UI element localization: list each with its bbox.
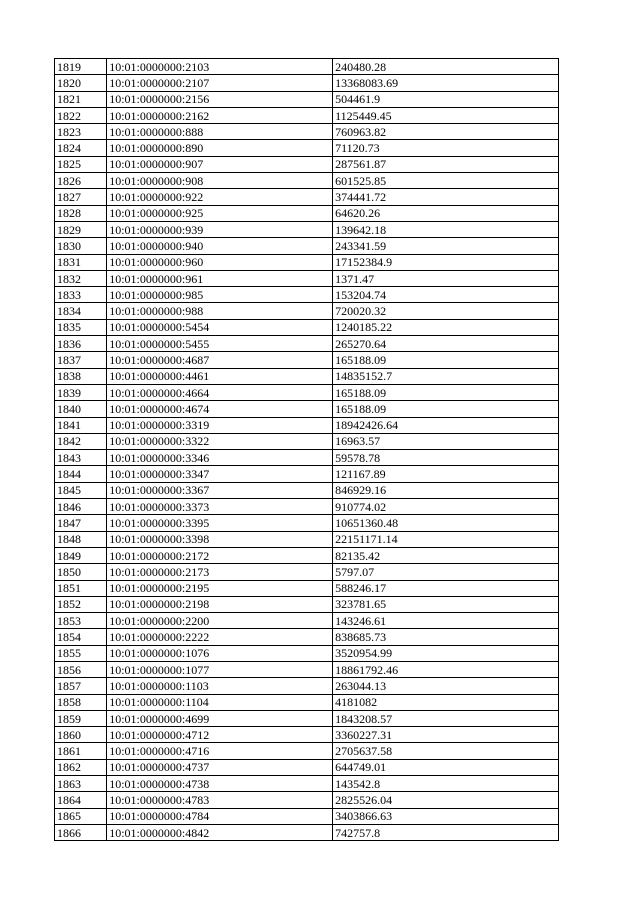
- row-number-cell: 1853: [55, 613, 107, 629]
- table-row: [55, 776, 559, 792]
- value-cell: 22151171.14: [333, 531, 559, 547]
- row-number-cell: 1843: [55, 450, 107, 466]
- row-number-cell: 1855: [55, 645, 107, 661]
- cadastral-number-cell: 10:01:0000000:4674: [107, 401, 333, 417]
- table-row: [55, 91, 559, 107]
- value-cell: 165188.09: [333, 352, 559, 368]
- row-number-cell: 1863: [55, 776, 107, 792]
- cadastral-number-cell: 10:01:0000000:940: [107, 238, 333, 254]
- cadastral-number-cell: 10:01:0000000:4784: [107, 808, 333, 824]
- value-cell: 265270.64: [333, 336, 559, 352]
- value-cell: 71120.73: [333, 140, 559, 156]
- value-cell: 374441.72: [333, 189, 559, 205]
- value-cell: 588246.17: [333, 580, 559, 596]
- cadastral-number-cell: 10:01:0000000:2107: [107, 75, 333, 91]
- table-row: [55, 221, 559, 237]
- cadastral-number-cell: 10:01:0000000:3322: [107, 433, 333, 449]
- row-number-cell: 1858: [55, 694, 107, 710]
- table-row: [55, 808, 559, 824]
- value-cell: 760963.82: [333, 124, 559, 140]
- value-cell: 3403866.63: [333, 808, 559, 824]
- cadastral-number-cell: 10:01:0000000:1076: [107, 645, 333, 661]
- cadastral-number-cell: 10:01:0000000:3347: [107, 466, 333, 482]
- cadastral-number-cell: 10:01:0000000:4842: [107, 824, 333, 840]
- value-cell: 165188.09: [333, 401, 559, 417]
- cadastral-number-cell: 10:01:0000000:4716: [107, 743, 333, 759]
- table-row: [55, 743, 559, 759]
- value-cell: 838685.73: [333, 629, 559, 645]
- row-number-cell: 1834: [55, 303, 107, 319]
- cadastral-number-cell: 10:01:0000000:3395: [107, 515, 333, 531]
- value-cell: 1843208.57: [333, 710, 559, 726]
- value-cell: 601525.85: [333, 173, 559, 189]
- table-row: [55, 270, 559, 286]
- table-row: [55, 352, 559, 368]
- value-cell: 240480.28: [333, 59, 559, 75]
- cadastral-number-cell: 10:01:0000000:2172: [107, 547, 333, 563]
- table-row: [55, 531, 559, 547]
- row-number-cell: 1848: [55, 531, 107, 547]
- cadastral-number-cell: 10:01:0000000:988: [107, 303, 333, 319]
- table-row: [55, 515, 559, 531]
- value-cell: 720020.32: [333, 303, 559, 319]
- table-row: [55, 368, 559, 384]
- table-row: [55, 107, 559, 123]
- value-cell: 82135.42: [333, 547, 559, 563]
- table-row: [55, 466, 559, 482]
- cadastral-number-cell: 10:01:0000000:908: [107, 173, 333, 189]
- table-row: [55, 613, 559, 629]
- cadastral-number-cell: 10:01:0000000:2173: [107, 564, 333, 580]
- cadastral-number-cell: 10:01:0000000:2195: [107, 580, 333, 596]
- value-cell: 3360227.31: [333, 727, 559, 743]
- cadastral-number-cell: 10:01:0000000:2200: [107, 613, 333, 629]
- row-number-cell: 1823: [55, 124, 107, 140]
- value-cell: 644749.01: [333, 759, 559, 775]
- cadastral-number-cell: 10:01:0000000:888: [107, 124, 333, 140]
- cadastral-number-cell: 10:01:0000000:2222: [107, 629, 333, 645]
- value-cell: 263044.13: [333, 678, 559, 694]
- table-row: [55, 450, 559, 466]
- row-number-cell: 1840: [55, 401, 107, 417]
- row-number-cell: 1820: [55, 75, 107, 91]
- cadastral-number-cell: 10:01:0000000:3373: [107, 499, 333, 515]
- row-number-cell: 1861: [55, 743, 107, 759]
- cadastral-number-cell: 10:01:0000000:961: [107, 270, 333, 286]
- value-cell: 143542.8: [333, 776, 559, 792]
- table-row: [55, 75, 559, 91]
- row-number-cell: 1859: [55, 710, 107, 726]
- table-row: [55, 319, 559, 335]
- row-number-cell: 1844: [55, 466, 107, 482]
- cadastral-number-cell: 10:01:0000000:5455: [107, 336, 333, 352]
- table-row: [55, 238, 559, 254]
- cadastral-number-cell: 10:01:0000000:2198: [107, 596, 333, 612]
- cadastral-number-cell: 10:01:0000000:4461: [107, 368, 333, 384]
- table-row: [55, 140, 559, 156]
- row-number-cell: 1838: [55, 368, 107, 384]
- row-number-cell: 1846: [55, 499, 107, 515]
- row-number-cell: 1831: [55, 254, 107, 270]
- row-number-cell: 1825: [55, 156, 107, 172]
- row-number-cell: 1865: [55, 808, 107, 824]
- table-row: [55, 303, 559, 319]
- value-cell: 1240185.22: [333, 319, 559, 335]
- cadastral-number-cell: 10:01:0000000:3398: [107, 531, 333, 547]
- cadastral-number-cell: 10:01:0000000:1077: [107, 661, 333, 677]
- value-cell: 13368083.69: [333, 75, 559, 91]
- value-cell: 139642.18: [333, 221, 559, 237]
- table-row: [55, 499, 559, 515]
- row-number-cell: 1851: [55, 580, 107, 596]
- cadastral-number-cell: 10:01:0000000:907: [107, 156, 333, 172]
- table-row: [55, 336, 559, 352]
- row-number-cell: 1864: [55, 792, 107, 808]
- row-number-cell: 1852: [55, 596, 107, 612]
- row-number-cell: 1824: [55, 140, 107, 156]
- row-number-cell: 1854: [55, 629, 107, 645]
- value-cell: 18942426.64: [333, 417, 559, 433]
- value-cell: 2705637.58: [333, 743, 559, 759]
- table-row: [55, 173, 559, 189]
- cadastral-number-cell: 10:01:0000000:3319: [107, 417, 333, 433]
- row-number-cell: 1856: [55, 661, 107, 677]
- row-number-cell: 1849: [55, 547, 107, 563]
- table-row: [55, 661, 559, 677]
- cadastral-number-cell: 10:01:0000000:4737: [107, 759, 333, 775]
- row-number-cell: 1866: [55, 824, 107, 840]
- row-number-cell: 1833: [55, 287, 107, 303]
- row-number-cell: 1837: [55, 352, 107, 368]
- value-cell: 846929.16: [333, 482, 559, 498]
- row-number-cell: 1839: [55, 384, 107, 400]
- cadastral-number-cell: 10:01:0000000:2103: [107, 59, 333, 75]
- value-cell: 143246.61: [333, 613, 559, 629]
- row-number-cell: 1827: [55, 189, 107, 205]
- cadastral-number-cell: 10:01:0000000:4783: [107, 792, 333, 808]
- cadastral-number-cell: 10:01:0000000:4738: [107, 776, 333, 792]
- table-row: [55, 629, 559, 645]
- table-row: [55, 482, 559, 498]
- table-row: [55, 124, 559, 140]
- cadastral-number-cell: 10:01:0000000:2156: [107, 91, 333, 107]
- table-row: [55, 792, 559, 808]
- table-row: [55, 254, 559, 270]
- value-cell: 742757.8: [333, 824, 559, 840]
- row-number-cell: 1832: [55, 270, 107, 286]
- cadastral-number-cell: 10:01:0000000:4712: [107, 727, 333, 743]
- table-row: [55, 710, 559, 726]
- cadastral-number-cell: 10:01:0000000:939: [107, 221, 333, 237]
- table-row: [55, 580, 559, 596]
- row-number-cell: 1850: [55, 564, 107, 580]
- value-cell: 121167.89: [333, 466, 559, 482]
- value-cell: 18861792.46: [333, 661, 559, 677]
- row-number-cell: 1857: [55, 678, 107, 694]
- table-row: [55, 759, 559, 775]
- cadastral-number-cell: 10:01:0000000:1104: [107, 694, 333, 710]
- value-cell: 243341.59: [333, 238, 559, 254]
- value-cell: 165188.09: [333, 384, 559, 400]
- row-number-cell: 1860: [55, 727, 107, 743]
- table-row: [55, 433, 559, 449]
- value-cell: 910774.02: [333, 499, 559, 515]
- value-cell: 14835152.7: [333, 368, 559, 384]
- value-cell: 4181082: [333, 694, 559, 710]
- cadastral-number-cell: 10:01:0000000:925: [107, 205, 333, 221]
- row-number-cell: 1822: [55, 107, 107, 123]
- table-row: [55, 156, 559, 172]
- row-number-cell: 1842: [55, 433, 107, 449]
- table-row: [55, 694, 559, 710]
- value-cell: 16963.57: [333, 433, 559, 449]
- value-cell: 323781.65: [333, 596, 559, 612]
- table-row: [55, 401, 559, 417]
- table-row: [55, 384, 559, 400]
- table-row: [55, 727, 559, 743]
- value-cell: 5797.07: [333, 564, 559, 580]
- value-cell: 153204.74: [333, 287, 559, 303]
- row-number-cell: 1862: [55, 759, 107, 775]
- table-row: [55, 547, 559, 563]
- row-number-cell: 1821: [55, 91, 107, 107]
- data-table: [54, 58, 559, 841]
- value-cell: 2825526.04: [333, 792, 559, 808]
- table-row: [55, 596, 559, 612]
- row-number-cell: 1826: [55, 173, 107, 189]
- row-number-cell: 1829: [55, 221, 107, 237]
- cadastral-number-cell: 10:01:0000000:3367: [107, 482, 333, 498]
- cadastral-number-cell: 10:01:0000000:922: [107, 189, 333, 205]
- table-row: [55, 824, 559, 840]
- value-cell: 287561.87: [333, 156, 559, 172]
- row-number-cell: 1830: [55, 238, 107, 254]
- cadastral-number-cell: 10:01:0000000:3346: [107, 450, 333, 466]
- cadastral-number-cell: 10:01:0000000:4699: [107, 710, 333, 726]
- value-cell: 59578.78: [333, 450, 559, 466]
- table-row: [55, 564, 559, 580]
- value-cell: 17152384.9: [333, 254, 559, 270]
- value-cell: 10651360.48: [333, 515, 559, 531]
- table-row: [55, 678, 559, 694]
- table-row: [55, 287, 559, 303]
- value-cell: 504461.9: [333, 91, 559, 107]
- cadastral-number-cell: 10:01:0000000:2162: [107, 107, 333, 123]
- cadastral-number-cell: 10:01:0000000:4687: [107, 352, 333, 368]
- value-cell: 64620.26: [333, 205, 559, 221]
- table-row: [55, 645, 559, 661]
- table-row: [55, 189, 559, 205]
- table-body: [55, 59, 559, 841]
- row-number-cell: 1836: [55, 336, 107, 352]
- row-number-cell: 1828: [55, 205, 107, 221]
- value-cell: 1125449.45: [333, 107, 559, 123]
- cadastral-number-cell: 10:01:0000000:960: [107, 254, 333, 270]
- cadastral-number-cell: 10:01:0000000:5454: [107, 319, 333, 335]
- value-cell: 3520954.99: [333, 645, 559, 661]
- cadastral-number-cell: 10:01:0000000:1103: [107, 678, 333, 694]
- table-row: [55, 205, 559, 221]
- value-cell: 1371.47: [333, 270, 559, 286]
- row-number-cell: 1847: [55, 515, 107, 531]
- row-number-cell: 1845: [55, 482, 107, 498]
- row-number-cell: 1835: [55, 319, 107, 335]
- cadastral-number-cell: 10:01:0000000:985: [107, 287, 333, 303]
- row-number-cell: 1841: [55, 417, 107, 433]
- table-row: [55, 417, 559, 433]
- row-number-cell: 1819: [55, 59, 107, 75]
- cadastral-number-cell: 10:01:0000000:4664: [107, 384, 333, 400]
- cadastral-number-cell: 10:01:0000000:890: [107, 140, 333, 156]
- table-row: [55, 59, 559, 75]
